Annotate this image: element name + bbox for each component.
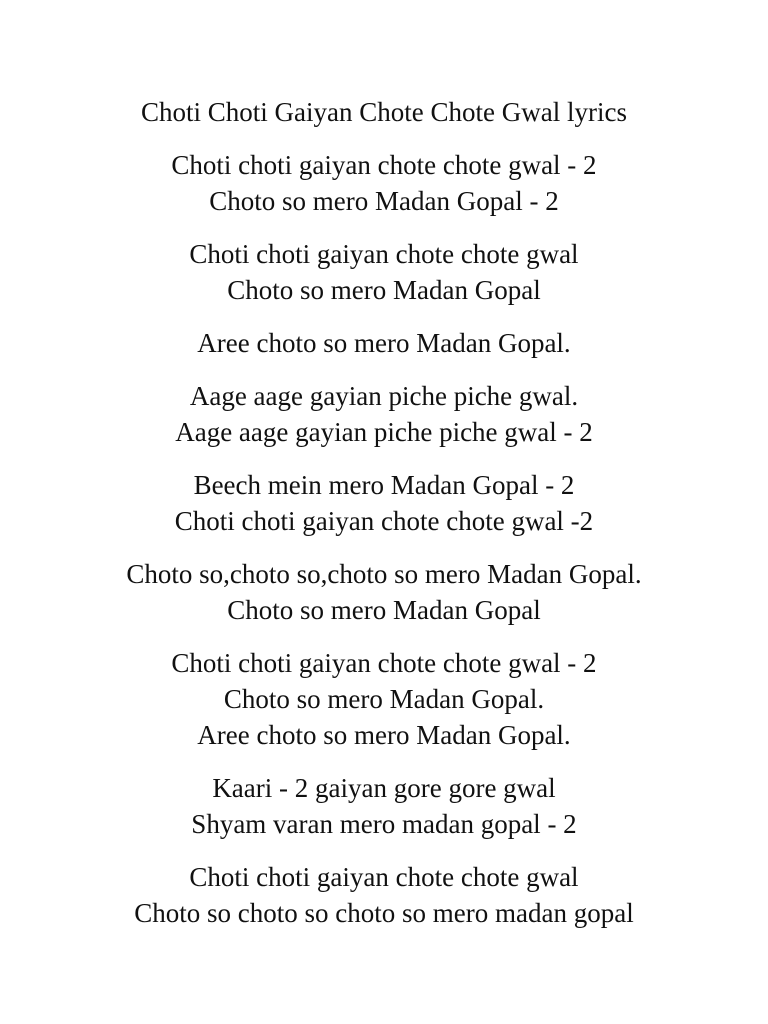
stanza-7 [0, 645, 768, 753]
lyrics-document [0, 94, 768, 948]
stanza-8 [0, 770, 768, 842]
stanza-3 [0, 325, 768, 361]
document-title: Choti Choti Gaiyan Chote Chote Gwal lyrics [141, 97, 627, 127]
lyric-line: Choto so,choto so,choto so mero Madan Gopal. [126, 559, 642, 589]
lyric-line: Shyam varan mero madan gopal - 2 [191, 809, 577, 839]
lyric-line: Aage aage gayian piche piche gwal - 2 [175, 417, 593, 447]
lyric-line: Choto so mero Madan Gopal - 2 [209, 186, 559, 216]
stanza-5 [0, 467, 768, 539]
lyric-line: Aree choto so mero Madan Gopal. [197, 328, 571, 358]
lyric-line: Choto so mero Madan Gopal [227, 595, 541, 625]
stanza-9 [0, 859, 768, 931]
lyric-line: Aree choto so mero Madan Gopal. [197, 720, 571, 750]
lyric-line: Choti choti gaiyan chote chote gwal [189, 862, 579, 892]
lyric-line: Choti choti gaiyan chote chote gwal - 2 [171, 648, 597, 678]
lyric-line: Choti choti gaiyan chote chote gwal -2 [174, 506, 594, 536]
stanza-2 [0, 236, 768, 308]
lyric-line: Choto so mero Madan Gopal [227, 275, 541, 305]
stanza-1 [0, 147, 768, 219]
stanza-4 [0, 378, 768, 450]
lyric-line: Aage aage gayian piche piche gwal. [189, 381, 579, 411]
stanza-6 [0, 556, 768, 628]
lyric-line: Choti choti gaiyan chote chote gwal - 2 [171, 150, 597, 180]
lyric-line: Choti choti gaiyan chote chote gwal [189, 239, 579, 269]
lyric-line: Beech mein mero Madan Gopal - 2 [193, 470, 575, 500]
lyric-line: Choto so mero Madan Gopal. [223, 684, 545, 714]
lyric-line: Choto so choto so choto so mero madan gopal [134, 898, 634, 928]
lyric-line: Kaari - 2 gaiyan gore gore gwal [212, 773, 556, 803]
